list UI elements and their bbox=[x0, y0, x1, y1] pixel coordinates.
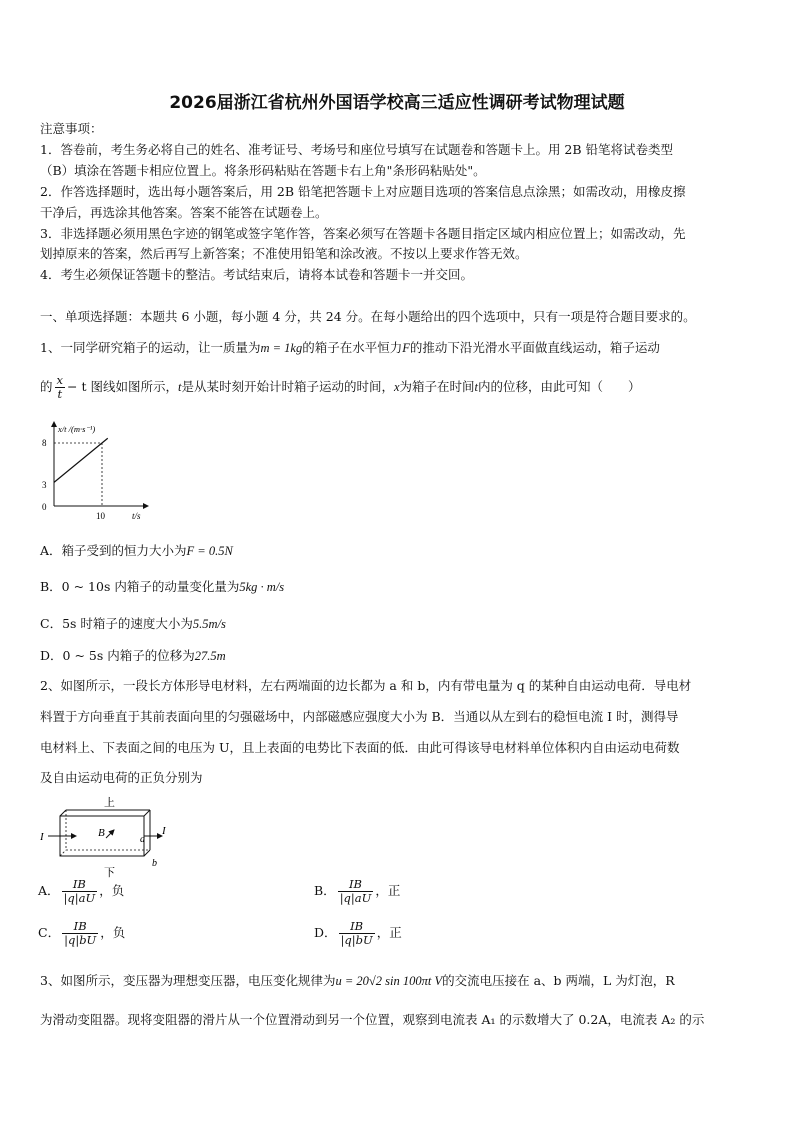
edge-b-label: b bbox=[152, 858, 157, 869]
q2-figure bbox=[36, 794, 186, 880]
q1-option-d: D．0 ~ 5s 内箱子的位移为27.5m bbox=[40, 648, 226, 663]
data-line bbox=[54, 438, 108, 482]
x-over-t-fraction: $\frac{x}{t}$ bbox=[56, 373, 64, 401]
q2-option-a: A． $\frac{IB}{|q|aU}$ ，负 bbox=[38, 877, 125, 905]
q1-line1: 1、一同学研究箱子的运动，让一质量为m = 1kg的箱子在水平恒力F的推动下沿光滑水平面做直线运动，箱子运动 bbox=[40, 340, 660, 355]
current-label-right: I bbox=[162, 825, 166, 837]
q2-line: 料置于方向垂直于其前表面向里的匀强磁场中，内部磁感应强度大小为 B．当通以从左到右的稳恒电流 I 时，测得导 bbox=[40, 709, 679, 724]
q2-option-c: C． $\frac{IB}{|q|bU}$ ，负 bbox=[38, 919, 126, 947]
notice-line: （B）填涂在答题卡相应位置上。将条形码粘贴在答题卡右上角"条形码粘贴处"。 bbox=[40, 163, 486, 178]
q3-line2: 为滑动变阻器。现将变阻器的滑片从一个位置滑动到另一个位置，观察到电流表 A₁ 的示数增大了 0.2A，电流表 A₂ 的示 bbox=[40, 1012, 705, 1027]
page-title: 2026届浙江省杭州外国语学校高三适应性调研考试物理试题 bbox=[169, 93, 625, 113]
notice-line: 4．考生必须保证答题卡的整洁。考试结束后，请将本试卷和答题卡一并交回。 bbox=[40, 267, 473, 282]
q2-line: 及自由运动电荷的正负分别为 bbox=[40, 770, 203, 785]
q2-line: 2、如图所示，一段长方体形导电材料，左右两端面的边长都为 a 和 b，内有带电量为 q 的某种自由运动电荷．导电材 bbox=[40, 678, 692, 693]
notice-line: 1．答卷前，考生务必将自己的姓名、准考证号、考场号和座位号填写在试题卷和答题卡上。用 2B 铅笔将试卷类型 bbox=[40, 142, 674, 157]
q1-option-c: C．5s 时箱子的速度大小为5.5m/s bbox=[40, 616, 226, 631]
section-heading: 一、单项选择题：本题共 6 小题，每小题 4 分，共 24 分。在每小题给出的四个选项中，只有一项是符合题目要求的。 bbox=[40, 309, 696, 324]
q1-option-b: B．0 ~ 10s 内箱子的动量变化量为5kg · m/s bbox=[40, 579, 285, 594]
x-tick-label: 10 bbox=[96, 511, 105, 521]
top-label: 上 bbox=[104, 797, 115, 809]
current-label-left: I bbox=[40, 831, 44, 843]
y-axis-label: x/t /(m·s⁻¹) bbox=[58, 424, 96, 434]
notice-line: 2．作答选择题时，选出每小题答案后，用 2B 铅笔把答题卡上对应题目选项的答案信息点涂黑；如需改动，用橡皮擦 bbox=[40, 184, 686, 199]
y-tick-label: 0 bbox=[42, 502, 47, 512]
y-tick-label: 8 bbox=[42, 438, 47, 448]
q1-graph bbox=[36, 418, 156, 526]
x-axis-label: t/s bbox=[132, 511, 141, 521]
bottom-label: 下 bbox=[104, 867, 115, 879]
notice-line: 干净后，再选涂其他答案。答案不能答在试题卷上。 bbox=[40, 205, 328, 220]
q1-line2: 的 $\frac{x}{t}$ − t 图线如图所示，t是从某时刻开始计时箱子运动的时间，x为箱子在时间t内的位移，由此可知（ ） bbox=[40, 373, 641, 401]
notice-heading: 注意事项： bbox=[40, 121, 103, 136]
notice-line: 3．非选择题必须用黑色字迹的钢笔或签字笔作答，答案必须写在答题卡各题目指定区域内相应位置上；如需改动，先 bbox=[40, 226, 686, 241]
q1-option-a: A．箱子受到的恒力大小为F = 0.5N bbox=[40, 543, 233, 558]
y-tick-label: 3 bbox=[42, 480, 47, 490]
edge-a-label: a bbox=[140, 834, 145, 845]
q3-line1: 3、如图所示，变压器为理想变压器，电压变化规律为u = 20√2 sin 100πt V的交流电压接在 a、b 两端，L 为灯泡，R bbox=[40, 973, 675, 988]
q2-line: 电材料上、下表面之间的电压为 U，且上表面的电势比下表面的低．由此可得该导电材料单位体积内自由运动电荷数 bbox=[40, 740, 680, 755]
magnetic-field-label: B bbox=[98, 827, 105, 839]
q2-option-d: D． $\frac{IB}{|q|bU}$ ，正 bbox=[314, 919, 402, 947]
notice-line: 划掉原来的答案，然后再写上新答案；不准使用铅笔和涂改液。不按以上要求作答无效。 bbox=[40, 246, 528, 261]
q2-option-b: B． $\frac{IB}{|q|aU}$ ，正 bbox=[314, 877, 401, 905]
